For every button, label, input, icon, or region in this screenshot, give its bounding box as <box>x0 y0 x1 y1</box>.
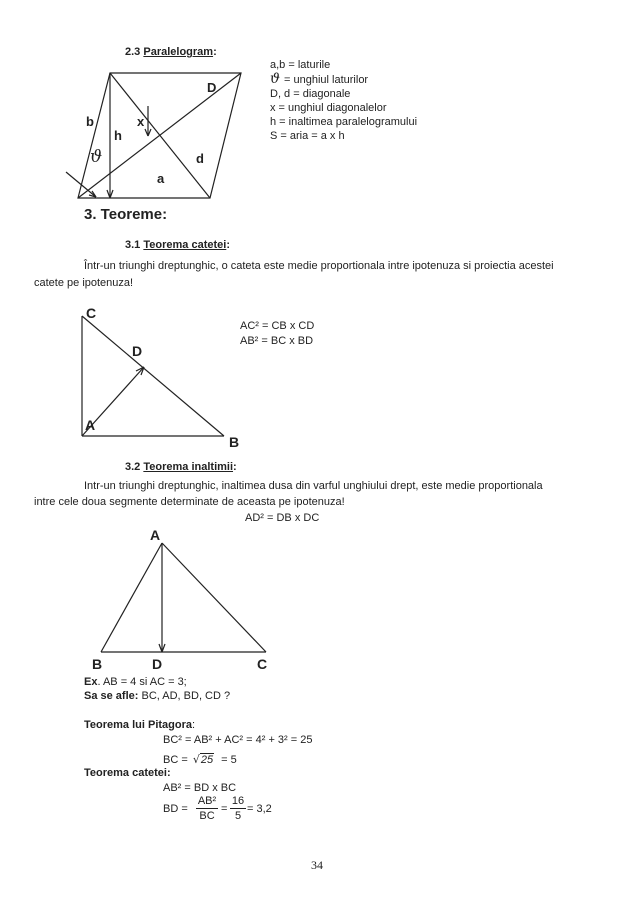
catetei-example-equation: AB² = BD x BC <box>163 782 237 794</box>
section-3-2-para-line1: Intr-un triunghi dreptunghic, inaltimea dusa din varful unghiului drept, este medie proportionala <box>84 480 543 492</box>
legend-line-1: a,b = laturile <box>270 59 331 71</box>
section-number: 3.1 <box>125 239 141 251</box>
fraction-numerator: AB² <box>197 795 217 807</box>
label-C: C <box>86 305 97 321</box>
label-A: A <box>85 417 96 433</box>
page-number: 34 <box>311 858 323 872</box>
label-b: b <box>86 114 94 129</box>
section-3-heading: 3. Teoreme: <box>84 206 168 223</box>
inaltimii-formula: AD² = DB x DC <box>245 512 320 524</box>
legend-line-6: S = aria = a x h <box>270 130 345 142</box>
pitagora-label: Teorema lui Pitagora <box>84 719 192 731</box>
side-AC <box>162 543 266 652</box>
label-D: D <box>132 343 143 359</box>
legend-text: = unghiul laturilor <box>284 74 369 86</box>
catetei-example-heading: Teorema catetei: <box>84 767 171 779</box>
sqrt-symbol-icon: √ <box>192 753 200 766</box>
formula-ac: AC² = CB x CD <box>240 320 315 332</box>
example-find <box>84 690 230 702</box>
section-number: 2.3 <box>125 46 141 58</box>
bc-result <box>163 753 237 769</box>
section-3-1-para-line2: catete pe ipotenuza! <box>34 277 134 289</box>
find-label: Sa se afle: <box>84 690 139 702</box>
section-title: Teorema catetei <box>143 239 227 251</box>
label-B: B <box>229 434 240 450</box>
ex-label: Ex <box>84 676 98 688</box>
legend-line-5: h = inaltimea paralelogramului <box>270 116 418 128</box>
legend-line-3: D, d = diagonale <box>270 88 351 100</box>
colon: : <box>213 46 217 58</box>
label-a: a <box>157 171 165 186</box>
colon: : <box>233 461 237 473</box>
bd-prefix: BD = <box>163 803 188 815</box>
example-given <box>84 676 187 688</box>
colon: : <box>192 719 196 731</box>
label-h: h <box>114 128 122 143</box>
bd-result: = 3,2 <box>247 803 272 815</box>
formula-ab: AB² = BC x BD <box>240 335 314 347</box>
side-BA <box>101 543 162 652</box>
label-A: A <box>150 527 161 543</box>
theta-symbol: ϑ <box>270 71 281 87</box>
pitagora-heading <box>84 719 195 731</box>
pitagora-equation: BC² = AB² + AC² = 4² + 3² = 25 <box>163 734 313 746</box>
section-3-2-para-line2: intre cele doua segmente determinate de aceasta pe ipotenuza! <box>34 496 345 508</box>
label-theta: ϑ <box>90 147 103 167</box>
fraction-16-5 <box>230 795 246 823</box>
label-x: x <box>137 114 145 129</box>
fraction-ab2-bc <box>196 795 218 823</box>
bc-prefix: BC = <box>163 754 188 766</box>
ex-text: . AB = 4 si AC = 3; <box>97 676 187 688</box>
label-C: C <box>257 656 268 672</box>
fraction-numerator: 16 <box>231 795 245 807</box>
section-title: Teorema inaltimii <box>143 461 234 473</box>
section-title: Paralelogram <box>143 46 214 58</box>
equals-sign: = <box>221 803 228 815</box>
bc-suffix: = 5 <box>221 754 237 766</box>
colon: : <box>226 239 230 251</box>
label-D: D <box>207 80 217 95</box>
sqrt-radicand: 25 <box>200 754 214 766</box>
fraction-denominator: 5 <box>234 810 242 822</box>
legend-line-4: x = unghiul diagonalelor <box>270 102 387 114</box>
find-text: BC, AD, BD, CD ? <box>138 690 231 702</box>
label-d: d <box>196 151 204 166</box>
section-3-1-para-line1: Într-un triunghi dreptunghic, o cateta este medie proportionala intre ipotenuza si proiectia acestei <box>84 260 554 272</box>
label-D: D <box>152 656 163 672</box>
section-number: 3.2 <box>125 461 141 473</box>
sqrt-expression <box>193 753 214 766</box>
label-B: B <box>92 656 103 672</box>
fraction-denominator: BC <box>199 810 215 822</box>
